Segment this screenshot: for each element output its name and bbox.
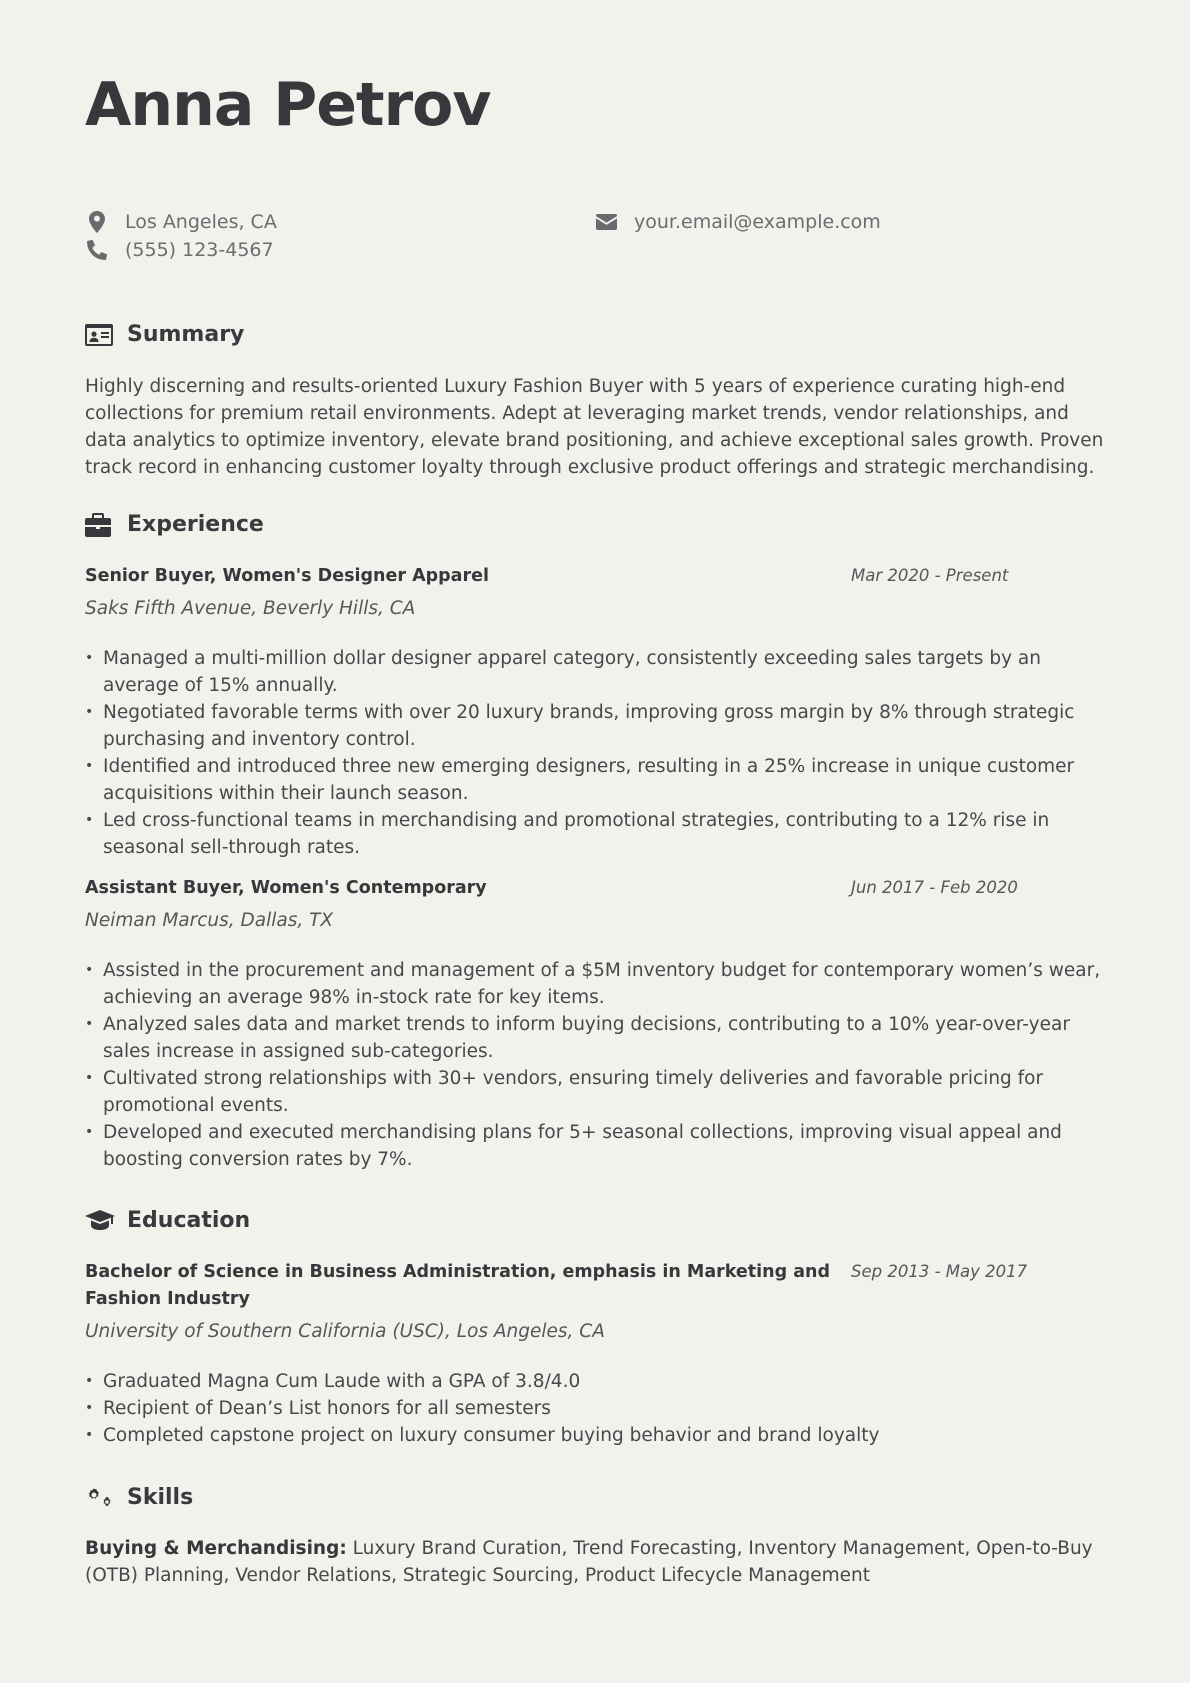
- list-item: • Led cross-functional teams in merchandising and promotional strategies, contributing to a 12% rise in seasonal sell-through rates.: [85, 807, 1105, 861]
- skills-label: Buying & Merchandising:: [85, 1538, 347, 1559]
- list-item: • Developed and executed merchandising plans for 5+ seasonal collections, improving visual appeal and boosting conversion rates by 7%.: [85, 1119, 1105, 1173]
- job-organization: Neiman Marcus, Dallas, TX: [85, 910, 334, 931]
- experience-title: Experience: [127, 512, 264, 537]
- summary-heading: [85, 322, 244, 347]
- summary-text: Highly discerning and results-oriented Luxury Fashion Buyer with 5 years of experience curating high-end collections for premium retail environments. Adept at leveraging market trends, vendor relationships, and data analytics to optimize inventory, elevate brand positioning, and achieve exceptional sales growth. Proven track record in enhancing customer loyalty through exclusive product offerings and strategic merchandising.: [85, 376, 1104, 478]
- list-item: • Graduated Magna Cum Laude with a GPA of 3.8/4.0: [85, 1368, 1105, 1395]
- summary-title: Summary: [127, 322, 245, 347]
- education-heading: [85, 1208, 250, 1233]
- email-link[interactable]: your.email@example.com: [634, 211, 881, 233]
- job-bullets: [85, 645, 1105, 861]
- education-bullets: [85, 1368, 1105, 1449]
- school-name: University of Southern California (USC), Los Angeles, CA: [85, 1321, 605, 1342]
- list-item: • Negotiated favorable terms with over 20 luxury brands, improving gross margin by 8% through strategic purchasing and inventory control.: [85, 699, 1105, 753]
- phone-text: (555) 123-4567: [125, 239, 274, 261]
- skills-items: Luxury Brand Curation, Trend Forecasting, Inventory Management, Open-to-Buy (OTB) Planning, Vendor Relations, Strategic Sourcing, Product Lifecycle Management: [85, 1538, 1093, 1586]
- list-item: • Completed capstone project on luxury consumer buying behavior and brand loyalty: [85, 1422, 1105, 1449]
- job-dates: Jun 2017 - Feb 2020: [851, 878, 1018, 897]
- skills-heading: [85, 1485, 193, 1510]
- list-item: • Cultivated strong relationships with 30+ vendors, ensuring timely deliveries and favorable pricing for promotional events.: [85, 1065, 1105, 1119]
- phone-icon: [85, 240, 109, 260]
- briefcase-icon: [85, 513, 115, 537]
- education-title: Education: [127, 1208, 251, 1233]
- contact-location: [85, 211, 277, 233]
- list-item: • Identified and introduced three new emerging designers, resulting in a 25% increase in unique customer acquisitions within their launch season.: [85, 753, 1105, 807]
- candidate-name: Anna Petrov: [85, 70, 491, 140]
- job-bullets: [85, 957, 1105, 1173]
- experience-heading: [85, 512, 264, 537]
- list-item: • Assisted in the procurement and management of a $5M inventory budget for contemporary women’s wear, achieving an average 98% in-stock rate for key items.: [85, 957, 1105, 1011]
- job-title: Senior Buyer, Women's Designer Apparel: [85, 566, 489, 586]
- id-card-icon: [85, 324, 115, 346]
- job-title: Assistant Buyer, Women's Contemporary: [85, 878, 487, 898]
- list-item: • Recipient of Dean’s List honors for all semesters: [85, 1395, 1105, 1422]
- job-dates: Mar 2020 - Present: [851, 566, 1009, 585]
- graduation-cap-icon: [85, 1210, 115, 1232]
- job-organization: Saks Fifth Avenue, Beverly Hills, CA: [85, 598, 416, 619]
- contact-email[interactable]: [594, 211, 881, 233]
- location-text: Los Angeles, CA: [125, 211, 277, 233]
- skills-text: [85, 1535, 1105, 1589]
- cogs-icon: [85, 1486, 115, 1510]
- contact-phone: [85, 239, 274, 261]
- degree-title: Bachelor of Science in Business Administration, emphasis in Marketing and Fashion Industry: [85, 1262, 831, 1309]
- list-item: • Analyzed sales data and market trends to inform buying decisions, contributing to a 10% year-over-year sales increase in assigned sub-categories.: [85, 1011, 1105, 1065]
- envelope-icon: [594, 214, 618, 230]
- list-item: • Managed a multi-million dollar designer apparel category, consistently exceeding sales targets by an average of 15% annually.: [85, 645, 1105, 699]
- education-dates: Sep 2013 - May 2017: [851, 1262, 1028, 1281]
- skills-title: Skills: [127, 1485, 194, 1510]
- map-marker-icon: [85, 211, 109, 233]
